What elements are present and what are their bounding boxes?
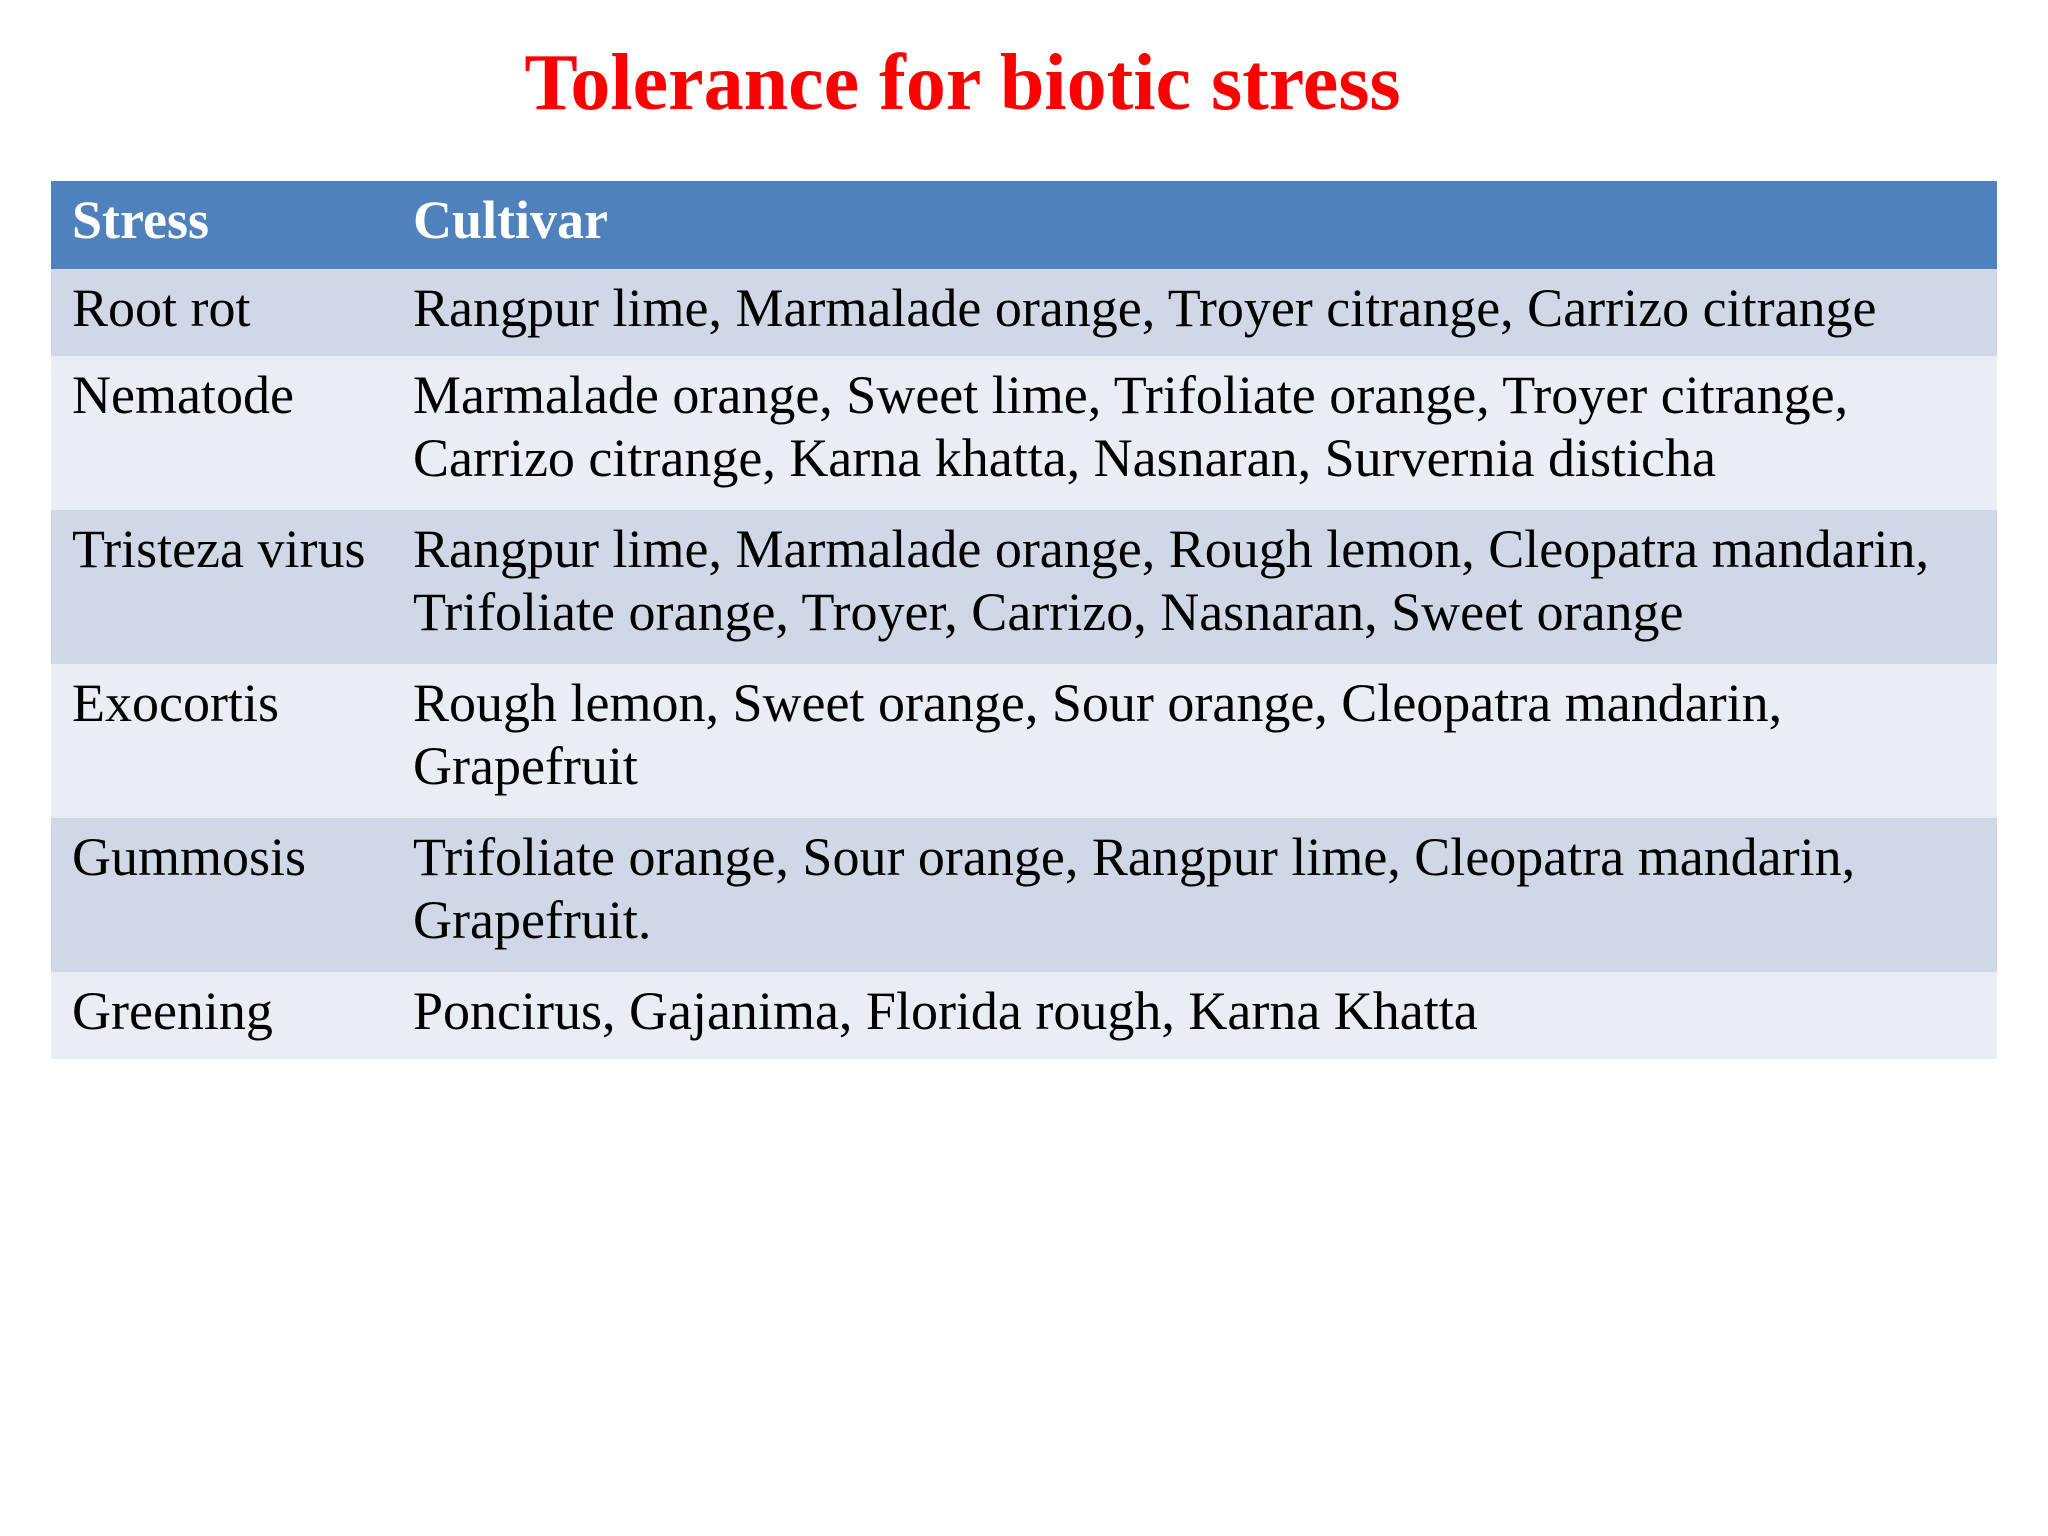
stress-cell: Nematode (51, 356, 392, 510)
table-row (51, 972, 1997, 1059)
stress-cell: Greening (51, 972, 392, 1059)
table-header-row (51, 181, 1997, 269)
cultivar-cell: Rangpur lime, Marmalade orange, Troyer citrange, Carrizo citrange (392, 269, 1997, 356)
table-row (51, 510, 1997, 664)
slide-title: Tolerance for biotic stress (524, 39, 1401, 127)
header-cultivar: Cultivar (392, 181, 1997, 269)
cultivar-cell: Poncirus, Gajanima, Florida rough, Karna Khatta (392, 972, 1997, 1059)
cultivar-cell: Rangpur lime, Marmalade orange, Rough lemon, Cleopatra mandarin, Trifoliate orange, Troyer, Carrizo, Nasnaran, Sweet orange (392, 510, 1997, 664)
header-stress: Stress (51, 181, 392, 269)
cultivar-cell: Rough lemon, Sweet orange, Sour orange, Cleopatra mandarin, Grapefruit (392, 664, 1997, 818)
table-row (51, 664, 1997, 818)
stress-cell: Root rot (51, 269, 392, 356)
cultivar-cell: Marmalade orange, Sweet lime, Trifoliate orange, Troyer citrange, Carrizo citrange, Karna khatta, Nasnaran, Survernia disticha (392, 356, 1997, 510)
table-row (51, 269, 1997, 356)
table-row (51, 818, 1997, 972)
cultivar-cell: Trifoliate orange, Sour orange, Rangpur lime, Cleopatra mandarin, Grapefruit. (392, 818, 1997, 972)
stress-cultivar-table (51, 181, 1997, 1059)
table-row (51, 356, 1997, 510)
stress-cell: Exocortis (51, 664, 392, 818)
stress-cell: Tristeza virus (51, 510, 392, 664)
stress-cell: Gummosis (51, 818, 392, 972)
